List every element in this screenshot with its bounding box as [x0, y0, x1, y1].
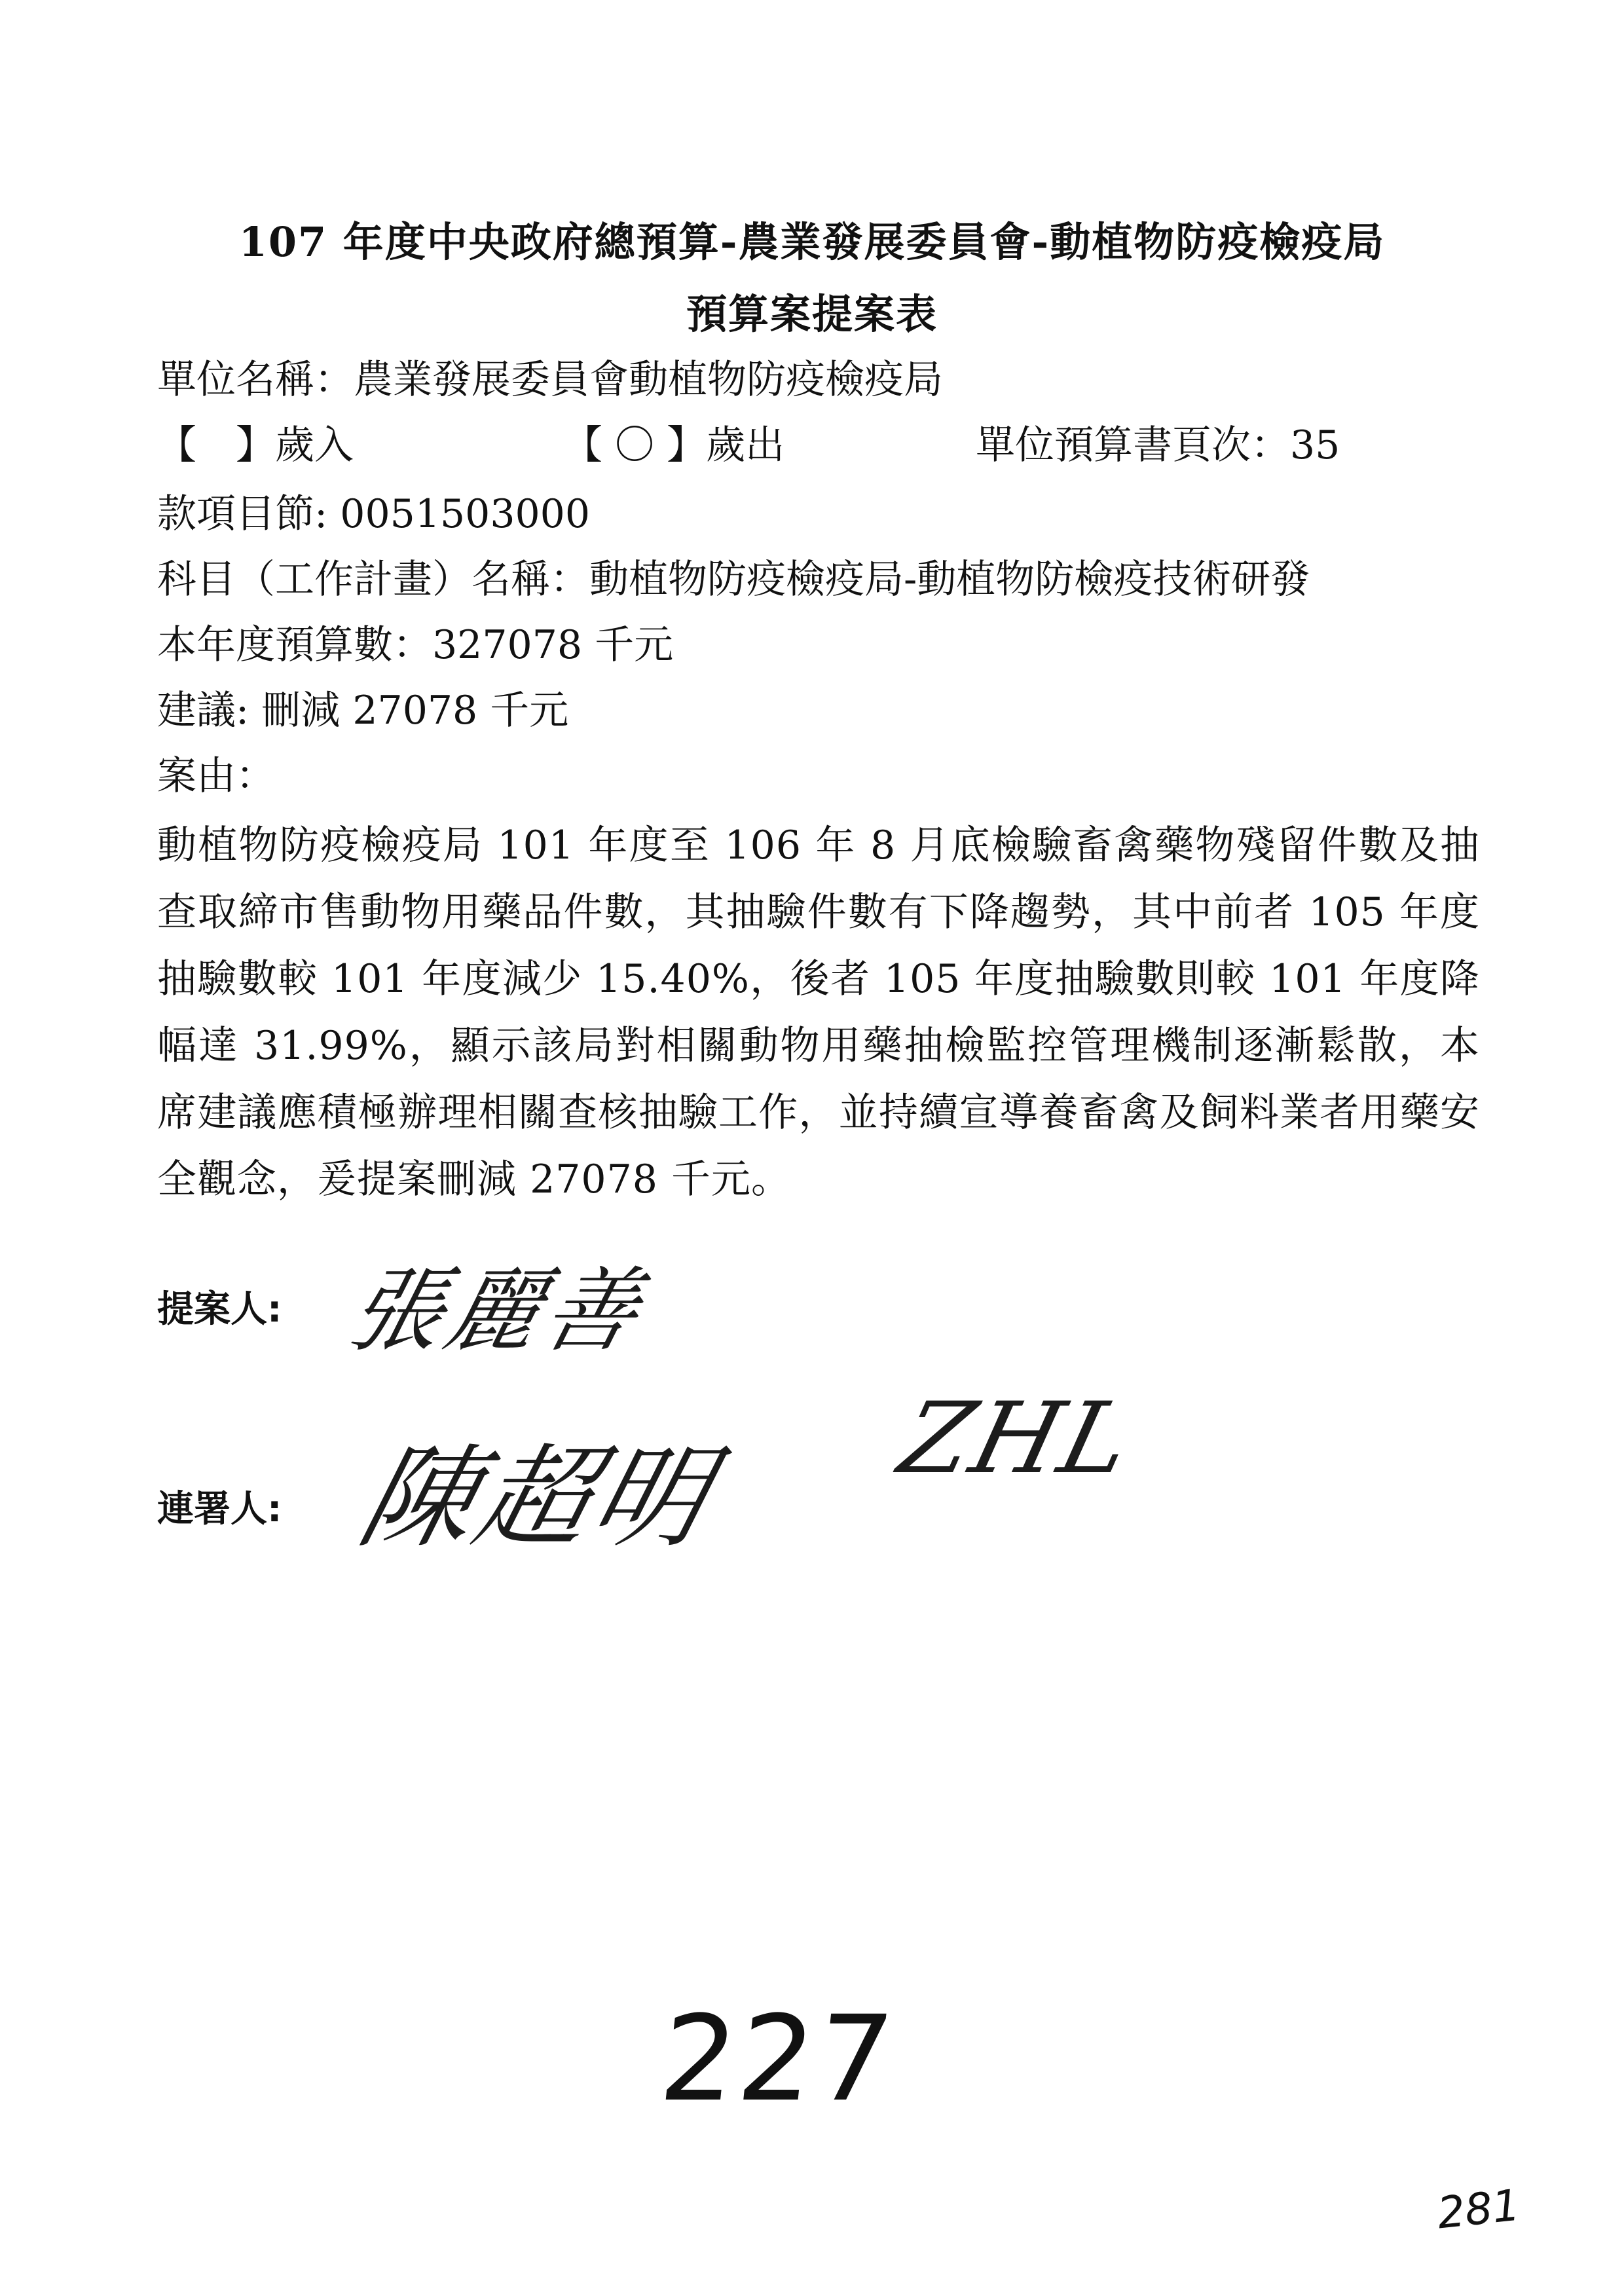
reason-text: 動植物防疫檢疫局 101 年度至 106 年 8 月底檢驗畜禽藥物殘留件數及抽查取締市售動物用藥品件數，其抽驗件數有下降趨勢，其中前者 105 年度抽驗數較 101 年度減少 15.40%，後者 105 年度抽驗數則較 101 年度降幅達 31.99%，顯示該局對相關動物用藥抽檢監控管理機制逐漸鬆散，本席建議應積極辦理相關查核抽驗工作，並持續宣導養畜禽及飼料業者用藥安全觀念，爰提案刪減 27078 千元。: [157, 823, 1480, 1202]
cosigner-signature-1: 陳超明: [348, 1434, 726, 1563]
item-code-field: 款項目節: 0051503000: [157, 491, 591, 537]
budget-page-number: 單位預算書頁次：35: [976, 422, 1340, 468]
subject-name-field: 科目（工作計畫）名稱：動植物防疫檢疫局-動植物防檢疫技術研發: [157, 557, 1310, 602]
handwritten-corner-number: 281: [1435, 2179, 1522, 2239]
handwritten-page-number: 227: [654, 1991, 902, 2128]
expense-option: 【 〇 】歲出: [563, 422, 785, 468]
unit-name-field: 單位名稱：農業發展委員會動植物防疫檢疫局: [157, 357, 943, 403]
suggestion-field: 建議: 刪減 27078 千元: [157, 688, 569, 733]
reason-label: 案由：: [157, 753, 275, 799]
document-title: 107 年度中央政府總預算-農業發展委員會-動植物防疫檢疫局: [238, 218, 1386, 266]
cosigner-label: 連署人:: [157, 1488, 282, 1530]
proposer-signature: 張麗善: [338, 1258, 656, 1365]
cosigner-signature-2: ZHL: [889, 1382, 1145, 1496]
proposer-label: 提案人:: [157, 1288, 282, 1331]
income-option: 【 】歲入: [157, 422, 354, 468]
current-budget-field: 本年度預算數：327078 千元: [157, 622, 674, 668]
document-subtitle: 預算案提案表: [686, 290, 938, 338]
